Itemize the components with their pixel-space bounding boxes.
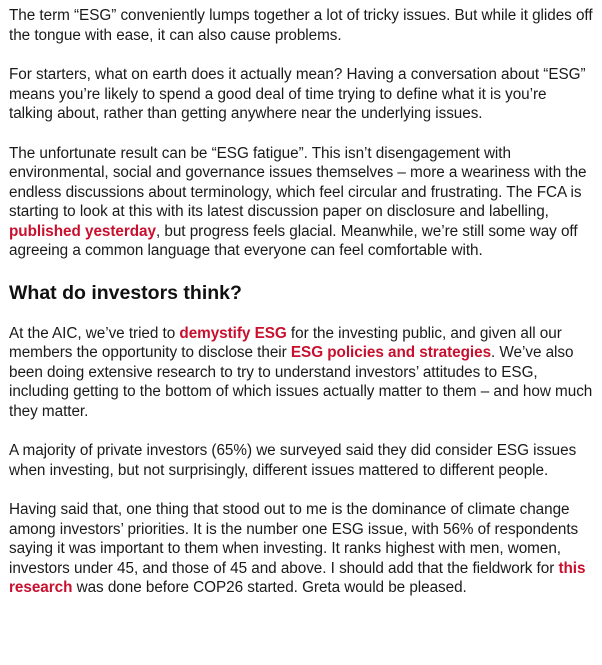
section-heading: What do investors think? bbox=[9, 281, 242, 304]
esg-policies-link[interactable]: ESG policies and strategies bbox=[290, 344, 492, 361]
paragraph-text: for the investing public, and given all our members the opportunity to disclose their bbox=[9, 324, 562, 361]
paragraph-text: The unfortunate result can be “ESG fatigue”. This isn’t disengagement with environmental, social and governance issues themselves – more a weariness with the endless discussions about terminology, which feel circular and frustrating. The FCA is starting to look at this with its latest discussion paper on disclosure and labelling, bbox=[9, 144, 587, 220]
paragraph-aic-research bbox=[9, 324, 593, 422]
paragraph-text: was done before COP26 started. Greta would be pleased. bbox=[72, 579, 467, 596]
demystify-esg-link[interactable]: demystify ESG bbox=[179, 324, 287, 342]
paragraph-investor-survey: A majority of private investors (65%) we surveyed said they did consider ESG issues when investing, but not surprisingly, different issues mattered to different people. bbox=[9, 442, 577, 479]
paragraph-climate-priority bbox=[9, 500, 593, 598]
paragraph-text: . We’ve also been doing extensive research to try to understand investors’ attitudes to ESG, including getting to the bottom of which issues actually matter to them – and how much they matter. bbox=[9, 344, 593, 420]
paragraph-text: Having said that, one thing that stood out to me is the dominance of climate change among investors’ priorities. It is the number one ESG issue, with 56% of respondents saying it was important to them when investing. It ranks highest with men, women, investors under 45, and those of 45 and above. I should add that the fieldwork for bbox=[9, 501, 579, 577]
this-research-link[interactable]: this research bbox=[9, 559, 586, 596]
paragraph-esg-fatigue bbox=[9, 144, 593, 261]
paragraph-text: At the AIC, we’ve tried to bbox=[9, 324, 180, 342]
paragraph-esg-intro: The term “ESG” conveniently lumps together a lot of tricky issues. But while it glides off the tongue with ease, it can also cause problems. bbox=[9, 7, 593, 44]
paragraph-esg-meaning: For starters, what on earth does it actually mean? Having a conversation about “ESG” means you’re likely to spend a good deal of time trying to define what it is you’re talking about, rather than getting anywhere near the underlying issues. bbox=[9, 66, 586, 122]
published-yesterday-link[interactable]: published yesterday bbox=[9, 222, 156, 240]
paragraph-text: , but progress feels glacial. Meanwhile, we’re still some way off agreeing a common language that everyone can feel comfortable with. bbox=[9, 222, 578, 259]
